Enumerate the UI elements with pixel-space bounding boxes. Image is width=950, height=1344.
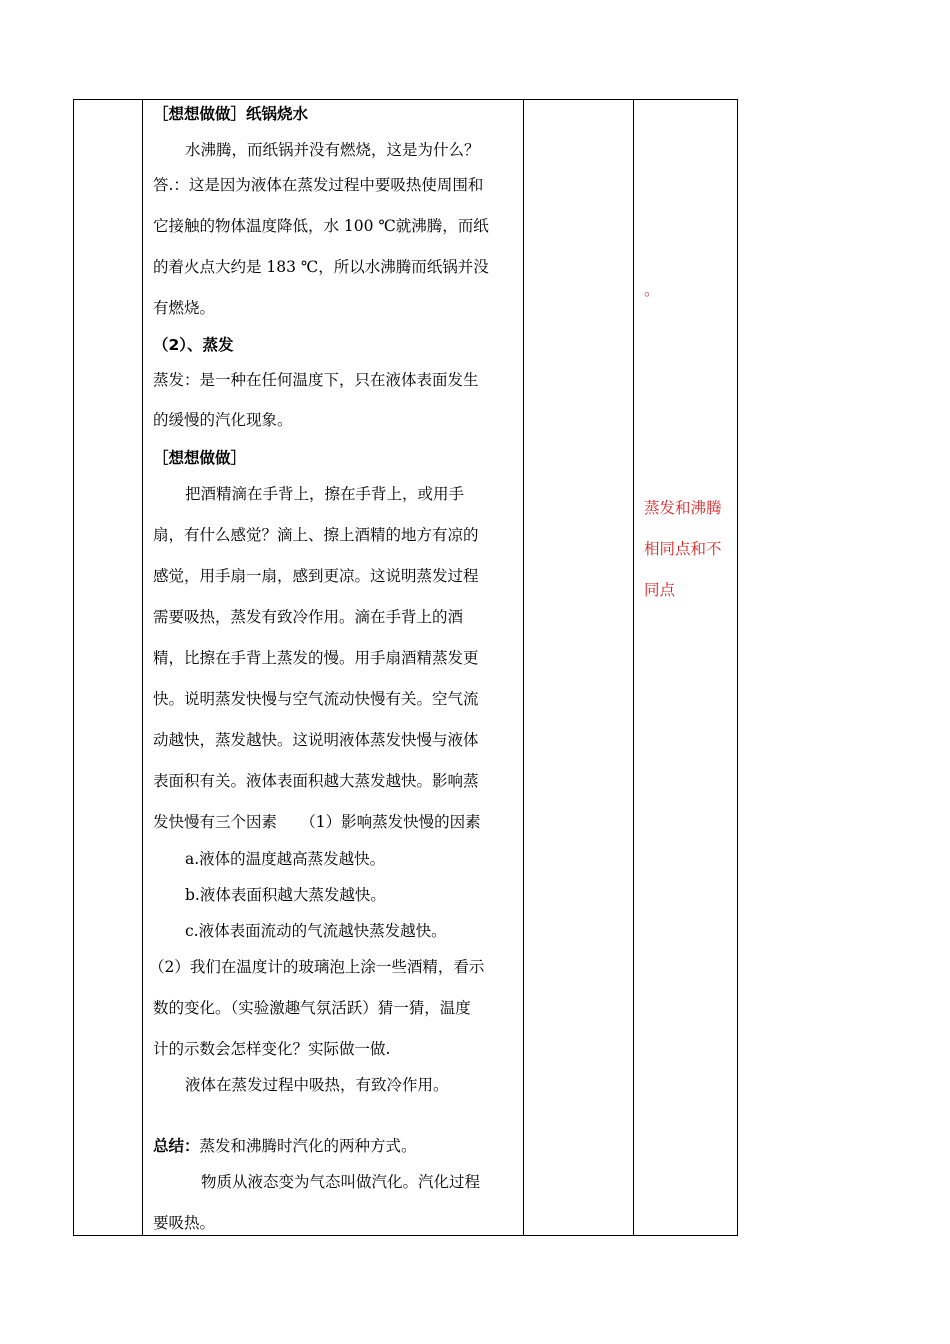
side-note [644,488,722,611]
column-divider [523,100,524,1235]
paragraph-line: 计的示数会怎样变化？实际做一做. [153,1040,391,1058]
list-item: c.液体表面流动的气流越快蒸发越快。 [185,922,447,940]
paragraph-line: 蒸发：是一种在任何温度下，只在液体表面发生 [153,371,479,389]
paragraph-line: 水沸腾，而纸锅并没有燃烧，这是为什么？ [185,141,480,159]
side-note-line: 蒸发和沸腾 [644,499,722,517]
summary-text: 蒸发和沸腾时汽化的两种方式。 [199,1137,417,1155]
paragraph-line: 快。说明蒸发快慢与空气流动快慢有关。空气流 [153,690,479,708]
side-note-line: 相同点和不 [644,540,722,558]
paragraph-line: 液体在蒸发过程中吸热，有致冷作用。 [185,1076,449,1094]
section-heading: ［想想做做］纸锅烧水 [153,105,309,123]
paragraph-line: 发快慢有三个因素 （1）影响蒸发快慢的因素 [153,813,481,831]
side-note-mark: 。 [644,281,660,299]
paragraph-line: 需要吸热，蒸发有致冷作用。滴在手背上的酒 [153,608,464,626]
list-item: a.液体的温度越高蒸发越快。 [185,850,386,868]
paragraph-line: （2）我们在温度计的玻璃泡上涂一些酒精，看示 [149,958,485,976]
paragraph-line: 要吸热。 [153,1214,216,1232]
paragraph-line: 有燃烧。 [153,299,216,317]
summary-line [153,1136,417,1156]
paragraph-line: 它接触的物体温度降低，水 100 ℃就沸腾，而纸 [153,217,489,235]
column-divider [633,100,634,1235]
paragraph-line: 把酒精滴在手背上，擦在手背上，或用手 [185,485,465,503]
paragraph-line: 精，比擦在手背上蒸发的慢。用手扇酒精蒸发更 [153,649,479,667]
lesson-table [73,99,738,1236]
list-item: b.液体表面积越大蒸发越快。 [185,886,386,904]
paragraph-line: 感觉，用手扇一扇，感到更凉。这说明蒸发过程 [153,567,479,585]
paragraph-line: 答.：这是因为液体在蒸发过程中要吸热使周围和 [153,176,484,194]
paragraph-line: 数的变化。（实验激趣气氛活跃）猜一猜，温度 [153,999,471,1017]
paragraph-line: 的着火点大约是 183 ℃，所以水沸腾而纸锅并没 [153,258,489,276]
paragraph-line: 动越快，蒸发越快。这说明液体蒸发快慢与液体 [153,731,479,749]
paragraph-line: 的缓慢的汽化现象。 [153,411,293,429]
summary-label: 总结： [153,1137,200,1155]
section-heading: （2）、蒸发 [153,336,234,354]
side-note-line: 同点 [644,581,676,599]
paragraph-line: 表面积有关。液体表面积越大蒸发越快。影响蒸 [153,772,479,790]
section-heading: ［想想做做］ [153,449,247,467]
paragraph-line: 物质从液态变为气态叫做汽化。汽化过程 [201,1173,481,1191]
paragraph-line: 扇，有什么感觉？滴上、擦上酒精的地方有凉的 [153,526,479,544]
column-divider [142,100,143,1235]
